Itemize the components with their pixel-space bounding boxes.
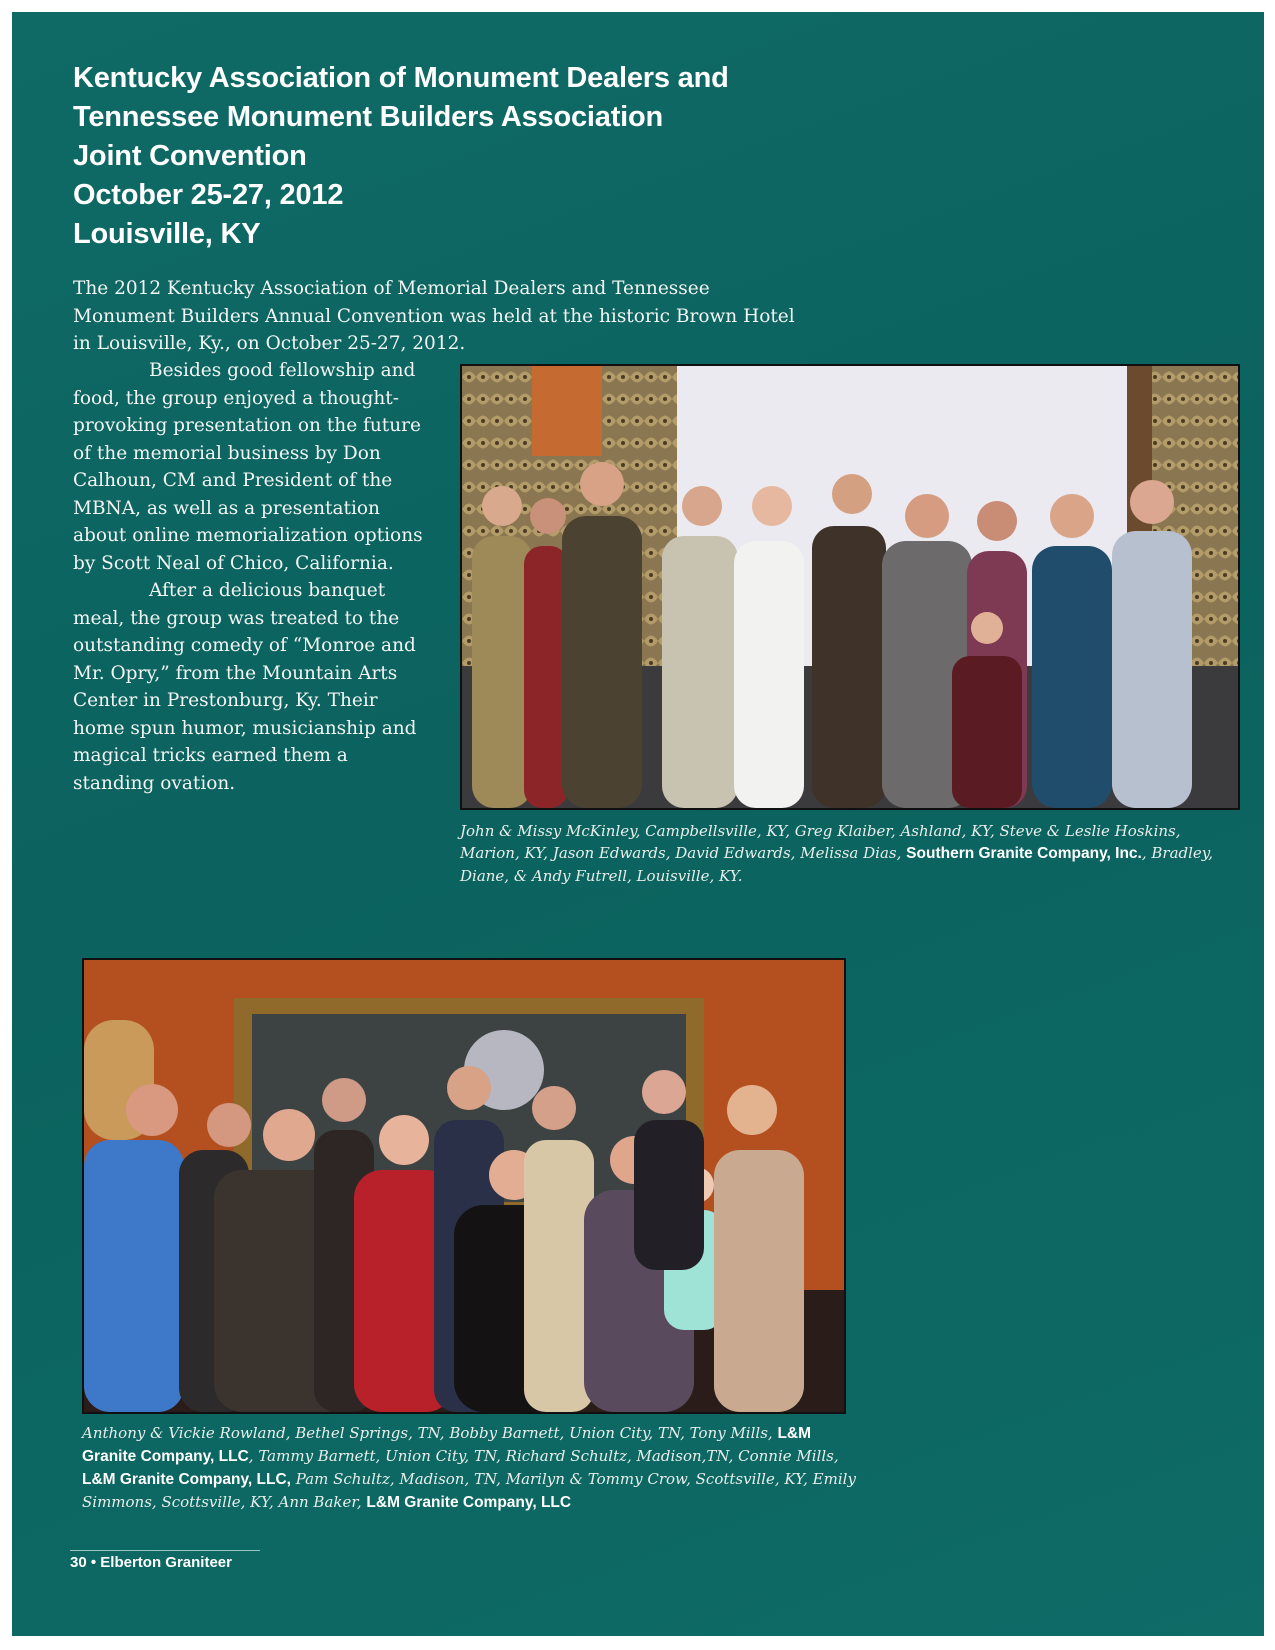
caption-firm: L&M Granite Company, LLC, [82, 1471, 291, 1488]
group-photo-top-image [462, 366, 1238, 808]
article-intro: The 2012 Kentucky Association of Memorial Dealers and Tennessee Monument Builders Annual Convention was held at the historic Brown Hotel in Louisville, Ky., on October 25-27, 2012. [73, 278, 795, 354]
magazine-page [12, 12, 1264, 1636]
caption-firm: Southern Granite Company, Inc. [906, 845, 1142, 862]
headline-location: Louisville, KY [73, 218, 261, 250]
page-folio: 30 • Elberton Graniteer [70, 1554, 232, 1571]
photo-caption-top [460, 820, 1230, 887]
photo-caption-bottom [82, 1422, 862, 1514]
caption-text: Pam Schultz, Madison, TN, Marilyn & Tommy Crow, Scottsville, KY, Emily Simmons, Scottsville, KY, Ann Baker, [82, 1470, 856, 1511]
headline-line: Joint Convention [73, 140, 307, 172]
caption-text: Anthony & Vickie Rowland, Bethel Springs, TN, Bobby Barnett, Union City, TN, Tony Mills, [82, 1424, 773, 1442]
article-column [73, 357, 433, 797]
headline-line: Kentucky Association of Monument Dealers and [73, 62, 729, 94]
caption-text: John & Missy McKinley, Campbellsville, KY, Greg Klaiber, Ashland, KY, Steve & Leslie Hoskins, Marion, KY, Jason Edwards, David Edwards, Melissa Dias, [460, 822, 1181, 862]
headline-line: Tennessee Monument Builders Association [73, 101, 664, 133]
caption-text: , Tammy Barnett, Union City, TN, Richard Schultz, Madison,TN, Connie Mills, [248, 1447, 839, 1465]
headline-date: October 25-27, 2012 [73, 179, 344, 211]
caption-firm: L&M Granite Company, LLC [366, 1494, 572, 1511]
group-photo-bottom-image [84, 960, 844, 1412]
article-paragraph: Besides good fellowship and food, the group enjoyed a thought-provoking presentation on the future of the memorial business by Don Calhoun, CM and President of the MBNA, as well as a presentation about online memorialization options by Scott Neal of Chico, California. [73, 360, 423, 574]
caption-text: , Bradley, Diane, & Andy Futrell, Louisville, KY. [460, 844, 1214, 885]
article-headline [73, 59, 729, 254]
group-photo-top [460, 364, 1240, 810]
group-photo-bottom [82, 958, 846, 1414]
article-paragraph: After a delicious banquet meal, the group was treated to the outstanding comedy of “Monroe and Mr. Opry,” from the Mountain Arts Center in Prestonburg, Ky. Their home spun humor, musicianship and magical tricks earned them a standing ovation. [73, 580, 417, 794]
caption-firm: L&M Granite Company, LLC [82, 1425, 812, 1465]
footer-divider [70, 1550, 260, 1551]
